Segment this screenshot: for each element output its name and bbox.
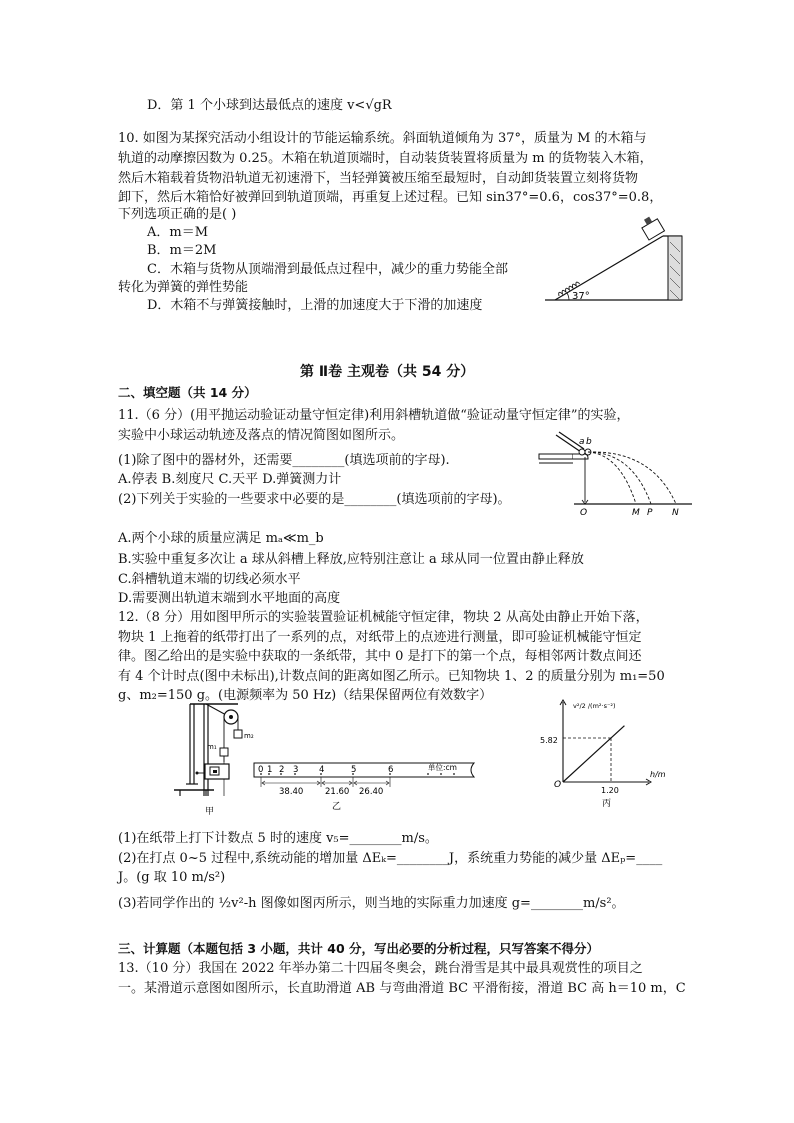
tape-point-1: 1 bbox=[267, 765, 273, 775]
q10-option-c-line-1: C．木箱与货物从顶端滑到最低点过程中，减少的重力势能全部 bbox=[147, 262, 508, 277]
graph-y-axis-label: v²/2 /(m²·s⁻²) bbox=[573, 702, 616, 710]
q9-option-d: D．第 1 个小球到达最低点的速度 v<√gR bbox=[147, 98, 392, 113]
tape-distance-0-4: 38.40 bbox=[279, 787, 304, 797]
incline-angle-label: 37° bbox=[572, 291, 590, 302]
q11-line-2: 实验中小球运动轨迹及落点的情况简图如图所示。 bbox=[118, 428, 405, 443]
q12-line-3: 律。图乙给出的是实验中获取的一条纸带，其中 0 是打下的第一个点，每相邻两计数点间还 bbox=[118, 649, 642, 664]
ball-a-label: a bbox=[579, 437, 585, 447]
q10-option-a: A．m＝M bbox=[147, 225, 209, 240]
graph-origin-label: O bbox=[554, 780, 562, 790]
figure-jia-caption: 甲 bbox=[205, 807, 215, 817]
q12-sub-2-line-1: (2)在打点 0~5 过程中,系统动能的增加量 ΔEₖ=________J，系统重力势能的减少量 ΔEₚ=____ bbox=[118, 851, 663, 866]
q10-line-1: 10. 如图为某探究活动小组设计的节能运输系统。斜面轨道倾角为 37°，质量为 M 的木箱与 bbox=[118, 131, 647, 146]
tape-point-6: 6 bbox=[388, 765, 394, 775]
q11-chute-figure bbox=[536, 430, 694, 518]
m2-label: m₂ bbox=[244, 732, 254, 740]
q12-sub-1: (1)在纸带上打下计数点 5 时的速度 v₅=________m/s。 bbox=[118, 831, 438, 846]
q13-line-1: 13.（10 分）我国在 2022 年举办第二十四届冬奥会，跳台滑雪是其中最具观赏性的项目之 bbox=[118, 961, 643, 976]
q10-option-d: D．木箱不与弹簧接触时，上滑的加速度大于下滑的加速度 bbox=[147, 298, 483, 313]
tape-point-3: 3 bbox=[293, 765, 299, 775]
point-p-label: P bbox=[647, 508, 653, 518]
m1-label: m₁ bbox=[207, 743, 217, 751]
q12-line-1: 12.（8 分）用如图甲所示的实验装置验证机械能守恒定律，物块 2 从高处由静止开始下落， bbox=[118, 610, 649, 625]
q12-paper-tape-figure-yi bbox=[248, 757, 482, 813]
q12-sub-3: (3)若同学作出的 ½v²-h 图像如图丙所示，则当地的实际重力加速度 g=________m/s²。 bbox=[118, 896, 625, 911]
q10-option-c-line-2: 转化为弹簧的弹性势能 bbox=[118, 280, 249, 295]
q12-line-5: g、m₂=150 g。(电源频率为 50 Hz)（结果保留两位有效数字） bbox=[118, 688, 493, 703]
q11-sub-2: (2)下列关于实验的一些要求中必要的是________(填选项前的字母)。 bbox=[118, 492, 511, 507]
part2-title: 第 Ⅱ卷 主观卷（共 54 分） bbox=[300, 364, 475, 380]
q11-option-a: A.两个小球的质量应满足 mₐ≪m_b bbox=[118, 531, 324, 546]
q11-option-d: D.需要测出轨道末端到水平地面的高度 bbox=[118, 591, 341, 606]
bing-plot bbox=[560, 700, 651, 785]
figure-bing-caption: 丙 bbox=[602, 799, 612, 809]
point-m-label: M bbox=[632, 508, 640, 518]
q12-sub-2-line-2: J。(g 取 10 m/s²) bbox=[118, 870, 226, 885]
figure-yi-caption: 乙 bbox=[332, 802, 342, 812]
ball-b-label: b bbox=[586, 437, 592, 447]
tape-point-2: 2 bbox=[279, 765, 285, 775]
q10-option-b: B．m＝2M bbox=[147, 243, 217, 258]
graph-data-line bbox=[563, 726, 624, 782]
q11-sub-1-options: A.停表 B.刻度尺 C.天平 D.弹簧测力计 bbox=[118, 472, 342, 487]
q11-option-c: C.斜槽轨道末端的切线必须水平 bbox=[118, 572, 301, 587]
point-o-label: O bbox=[580, 508, 588, 518]
q12-graph-figure-bing bbox=[540, 698, 676, 810]
section-fill-in-title: 二、填空题（共 14 分） bbox=[118, 385, 257, 400]
q10-line-2: 轨道的动摩擦因数为 0.25。木箱在轨道顶端时，自动装货装置将质量为 m 的货物装入木箱， bbox=[118, 151, 653, 166]
graph-y-value-label: 5.82 bbox=[540, 736, 558, 745]
q12-line-2: 物块 1 上拖着的纸带打出了一系列的点，对纸带上的点迹进行测量，即可验证机械能守恒定 bbox=[118, 630, 642, 645]
q12-apparatus-figure-jia bbox=[168, 700, 260, 818]
q13-line-2: 一。某滑道示意图如图所示，长直助滑道 AB 与弯曲滑道 BC 平滑衔接，滑道 BC 高 h＝10 m，C bbox=[118, 981, 686, 996]
tape-unit-label: 单位:cm bbox=[428, 763, 457, 772]
q10-line-5: 下列选项正确的是( ) bbox=[118, 207, 237, 222]
tape-point-4: 4 bbox=[319, 765, 325, 775]
q12-line-4: 有 4 个计时点(图中未标出),计数点间的距离如图乙所示。已知物块 1、2 的质量分别为 m₁=50 bbox=[118, 669, 665, 684]
section-calculation-title: 三、计算题（本题包括 3 小题，共计 40 分，写出必要的分析过程，只写答案不得分） bbox=[118, 941, 600, 956]
q11-line-1: 11.（6 分）(用平抛运动验证动量守恒定律)利用斜槽轨道做“验证动量守恒定律”的实验， bbox=[118, 408, 630, 423]
q10-line-3: 然后木箱载着货物沿轨道无初速滑下，当轻弹簧被压缩至最短时，自动卸货装置立刻将货物 bbox=[118, 171, 639, 186]
tape-distance-4-5: 21.60 bbox=[325, 787, 350, 797]
tape-point-0: 0 bbox=[258, 765, 264, 775]
tape-distance-5-6: 26.40 bbox=[359, 787, 384, 797]
graph-x-axis-label: h/m bbox=[650, 770, 666, 779]
point-n-label: N bbox=[672, 508, 679, 518]
q10-line-4: 卸下，然后木箱恰好被弹回到轨道顶端，再重复上述过程。已知 sin37°=0.6，cos37°=0.8， bbox=[118, 190, 663, 205]
q10-incline-figure bbox=[545, 212, 690, 307]
q11-option-b: B.实验中重复多次让 a 球从斜槽上释放,应特别注意让 a 球从同一位置由静止释放 bbox=[118, 552, 584, 567]
tape-point-5: 5 bbox=[351, 765, 357, 775]
q11-sub-1: (1)除了图中的器材外，还需要________(填选项前的字母). bbox=[118, 453, 450, 468]
graph-x-value-label: 1.20 bbox=[601, 786, 619, 795]
